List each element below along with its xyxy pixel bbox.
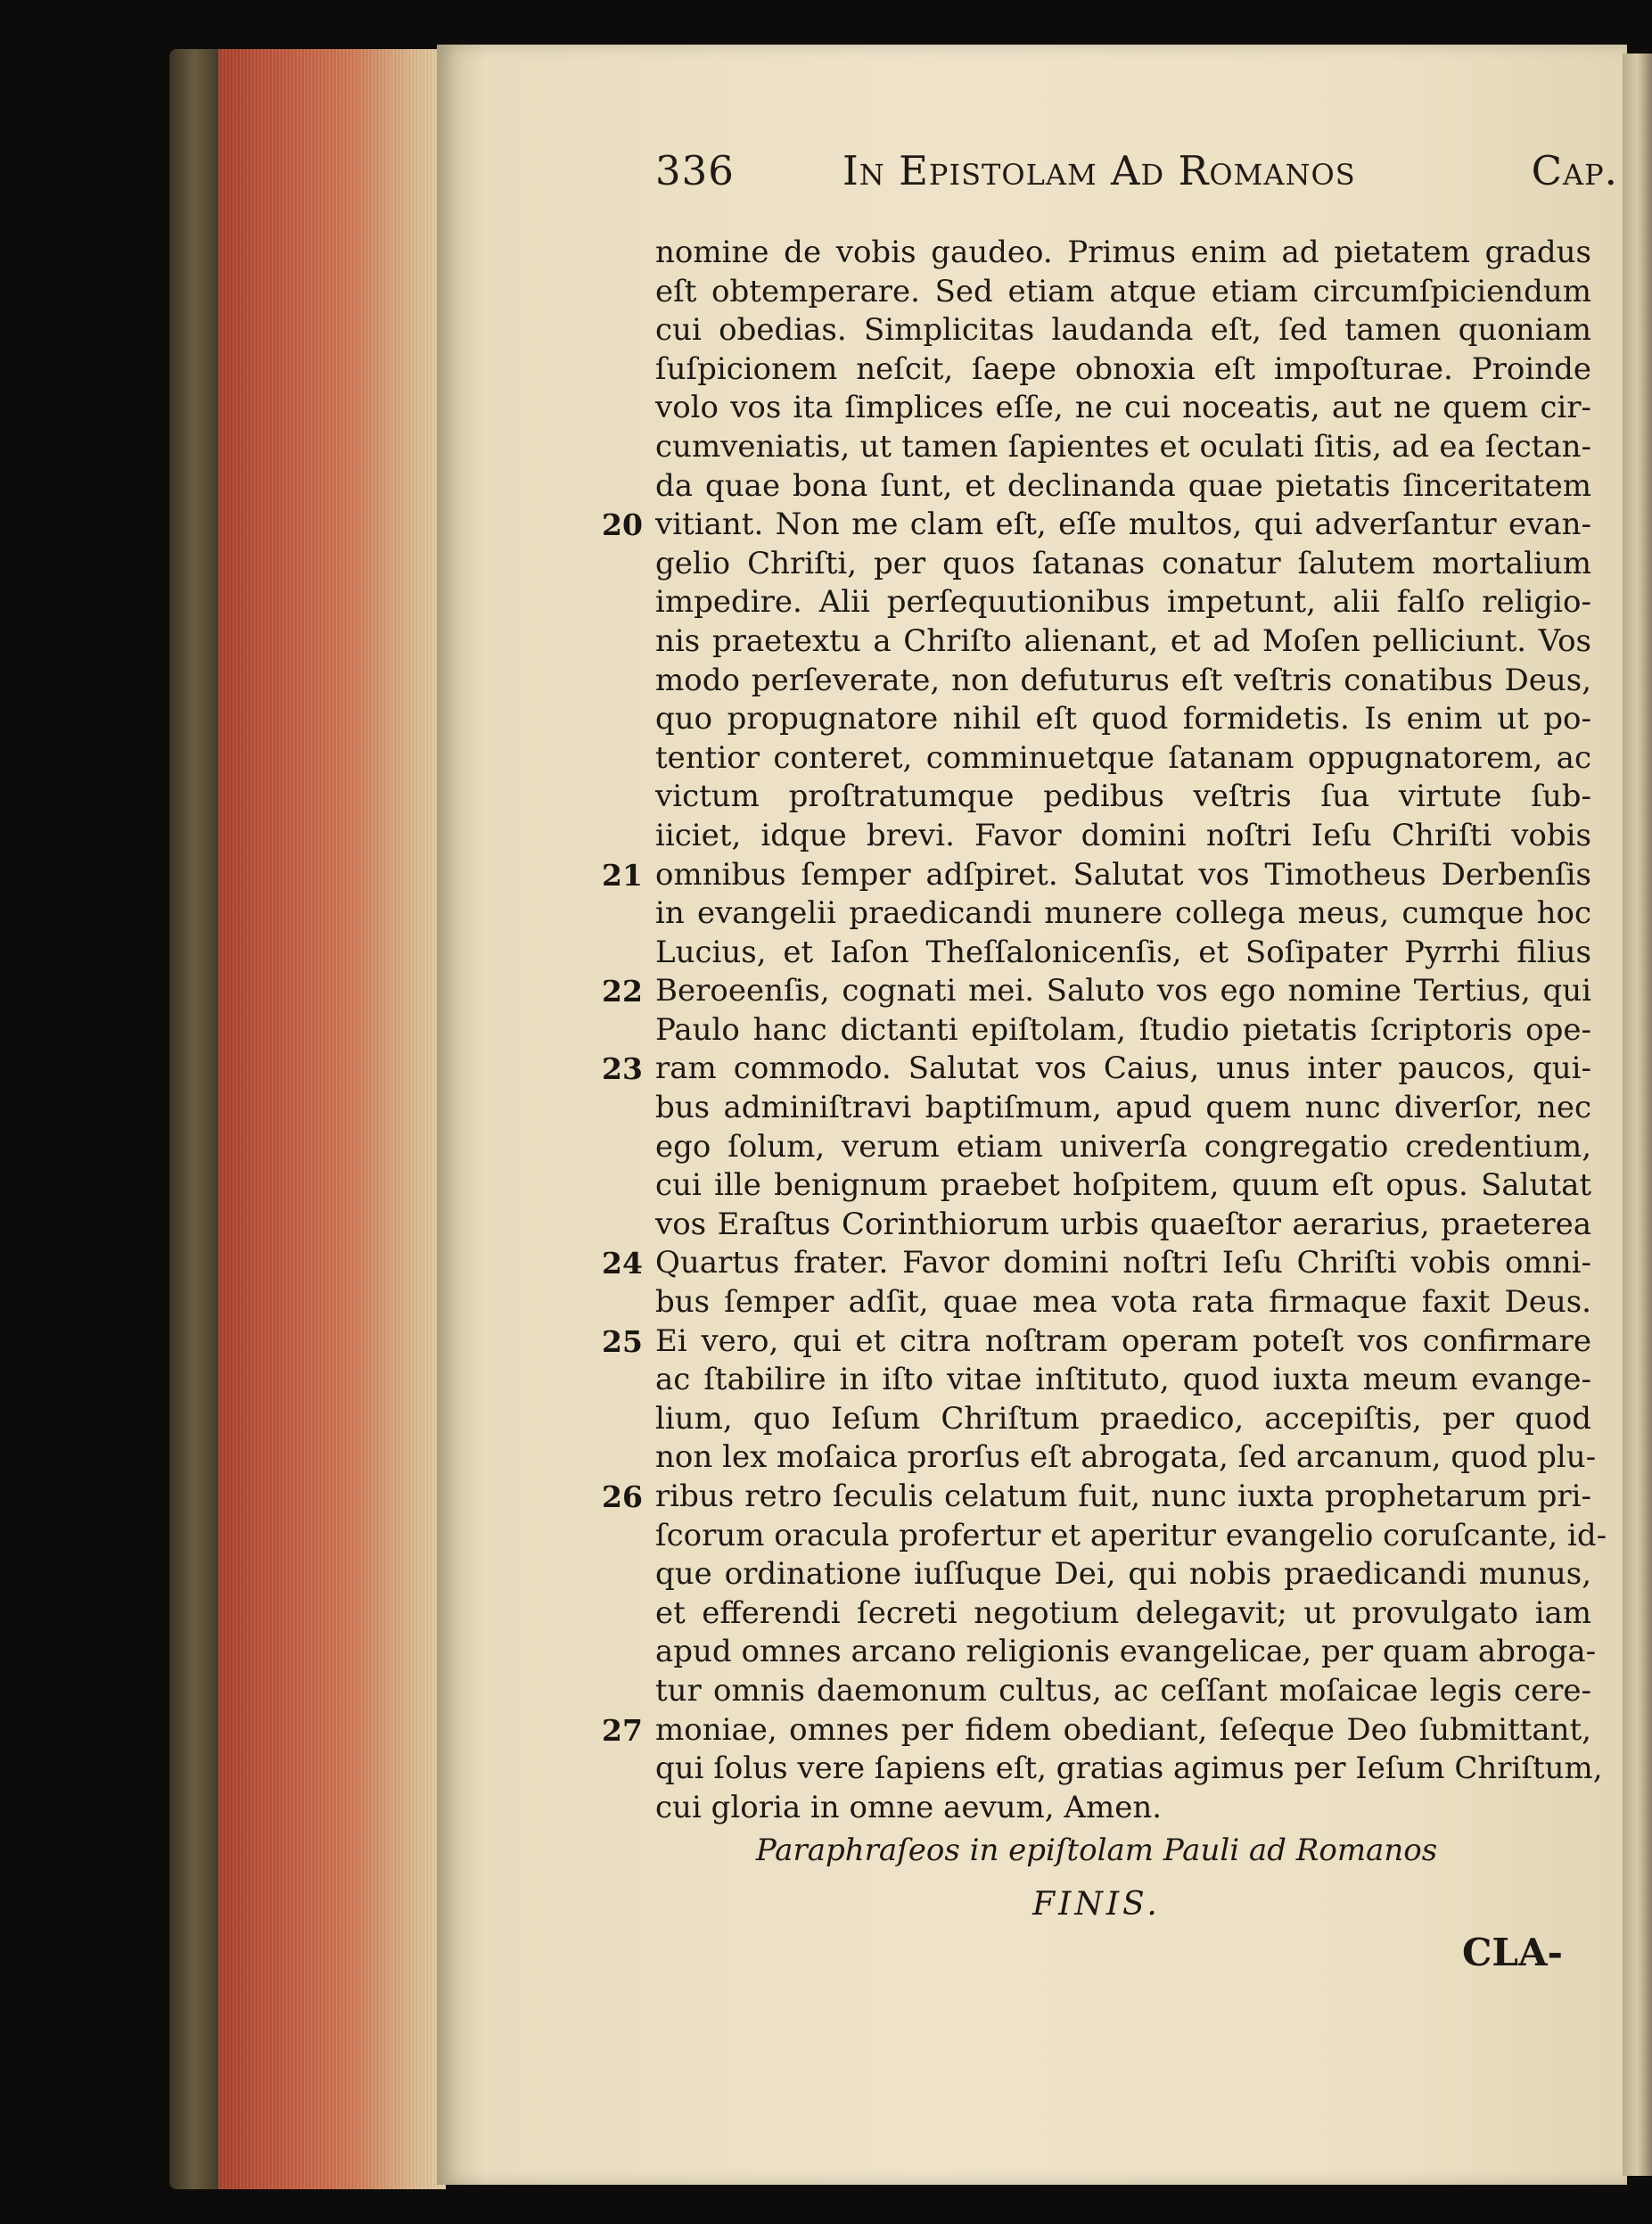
line-text: ram commodo. Salutat vos Caius, unus inter paucos, qui-: [655, 1050, 1591, 1087]
finis: FINIS.: [1032, 1886, 1161, 1923]
text-line: [602, 1672, 1591, 1711]
line-text: moniae, omnes per fidem obediant, ſeſeque Deo ſubmittant,: [655, 1711, 1591, 1748]
text-line: [602, 700, 1591, 739]
text-line: [602, 1166, 1591, 1206]
text-line: [602, 817, 1591, 856]
text-line: [602, 234, 1591, 273]
text-line: [602, 273, 1591, 312]
text-line: [602, 856, 1591, 895]
verse-number: 21: [602, 857, 643, 893]
text-line: [602, 1478, 1591, 1517]
chapter-label: Cap.: [1531, 147, 1618, 194]
text-line: [602, 1089, 1591, 1128]
line-text: que ordinatione iuſſuque Dei, qui nobis praedicandi munus,: [655, 1556, 1591, 1593]
line-text: volo vos ita ſimplices eſſe, ne cui noceatis, aut ne quem cir-: [655, 390, 1591, 426]
line-text: cui obedias. Simplicitas laudanda eſt, ſed tamen quoniam: [655, 312, 1591, 349]
running-title: In Epistolam Ad Romanos: [842, 147, 1356, 194]
page-edges: [218, 49, 446, 2189]
text-line: [602, 428, 1591, 467]
line-text: tentior conteret, comminuetque ſatanam oppugnatorem, ac: [655, 739, 1591, 776]
text-line: [602, 1050, 1591, 1089]
line-text: modo perſeverate, non defuturus eſt veſtris conatibus Deus,: [655, 662, 1591, 698]
line-text: cumveniatis, ut tamen ſapientes et oculati ſitis, ad ea ſectan-: [655, 428, 1591, 465]
text-line: [602, 389, 1591, 428]
line-text: lium, quo Ieſum Chriſtum praedico, accepiſtis, per quod: [655, 1400, 1591, 1437]
line-text: in evangelii praedicandi munere collega meus, cumque hoc: [655, 895, 1591, 932]
text-line: [602, 1438, 1597, 1478]
verse-number: 25: [602, 1323, 643, 1359]
line-text: Lucius, et Iaſon Theſſalonicenſis, et Soſipater Pyrrhi filius: [655, 934, 1591, 970]
line-text: eſt obtemperare. Sed etiam atque etiam circumſpiciendum: [655, 273, 1591, 309]
text-line: [602, 1361, 1591, 1400]
text-line: [602, 972, 1591, 1011]
line-text: nis praetextu a Chriſto alienant, et ad Moſen pelliciunt. Vos: [655, 622, 1591, 659]
text-line: [602, 583, 1591, 622]
line-text: da quae bona ſunt, et declinanda quae pietatis ſinceritatem: [655, 467, 1591, 504]
line-text: bus ſemper adſit, quae mea vota rata firmaque faxit Deus.: [655, 1284, 1591, 1321]
line-text: bus adminiſtravi baptiſmum, apud quem nunc diverſor, nec: [655, 1090, 1591, 1126]
text-line: [602, 1283, 1591, 1322]
verse-number: 23: [602, 1051, 643, 1087]
text-line: [602, 739, 1591, 778]
text-line: [602, 311, 1591, 350]
text-line: [602, 506, 1591, 545]
verse-number: 20: [602, 507, 643, 543]
line-text: ſuſpicionem neſcit, ſaepe obnoxia eſt impoſturae. Proinde: [655, 350, 1591, 387]
verse-number: 26: [602, 1479, 643, 1514]
verse-number: 27: [602, 1712, 643, 1748]
facing-page-edge: [1623, 54, 1652, 2176]
line-text: Quartus frater. Favor domini noſtri Ieſu Chriſti vobis omni-: [655, 1245, 1591, 1281]
line-text: quo propugnatore nihil eſt quod formidetis. Is enim ut po-: [655, 701, 1591, 737]
text-line: [602, 1750, 1603, 1789]
text-line: [602, 1555, 1591, 1594]
line-text: ac ſtabilire in iſto vitae inſtituto, quod iuxta meum evange-: [655, 1362, 1591, 1398]
text-line: [602, 467, 1591, 507]
line-text: cui ille benignum praebet hoſpitem, quum eſt opus. Salutat: [655, 1167, 1591, 1204]
text-line: [602, 1400, 1591, 1439]
line-text: gelio Chriſti, per quos ſatanas conatur ſalutem mortalium: [655, 545, 1591, 581]
line-text: Beroeenſis, cognati mei. Saluto vos ego nomine Tertius, qui: [655, 973, 1591, 1009]
verse-number: 24: [602, 1246, 643, 1281]
text-line: [602, 1517, 1607, 1556]
line-text: ribus retro ſeculis celatum fuit, nunc iuxta prophetarum pri-: [655, 1479, 1591, 1514]
text-line: [602, 622, 1591, 662]
text-line: [602, 662, 1591, 701]
line-text: omnibus ſemper adſpiret. Salutat vos Timotheus Derbenſis: [655, 856, 1591, 893]
line-text: ego ſolum, verum etiam univerſa congregatio credentium,: [655, 1128, 1591, 1165]
text-line: [602, 894, 1591, 934]
text-line: [602, 1128, 1591, 1167]
body-text: [602, 234, 1607, 1827]
line-text: non lex moſaica prorſus eſt abrogata, ſed arcanum, quod plu-: [655, 1439, 1597, 1476]
colophon: Paraphraſeos in epiſtolam Pauli ad Romanos: [755, 1833, 1438, 1868]
line-text: impedire. Alii perſequutionibus impetunt, alii falſo religio-: [655, 584, 1591, 621]
line-text: Paulo hanc dictanti epiſtolam, ſtudio pietatis ſcriptoris ope-: [655, 1011, 1591, 1048]
line-text: apud omnes arcano religionis evangelicae, per quam abroga-: [655, 1634, 1597, 1670]
line-text: vos Eraſtus Corinthiorum urbis quaeſtor aerarius, praeterea: [655, 1206, 1591, 1242]
line-text: cui gloria in omne aevum, Amen.: [655, 1789, 1163, 1825]
text-line: [602, 1594, 1591, 1634]
text-line: [602, 1633, 1597, 1672]
text-line: [602, 934, 1591, 973]
line-text: iiciet, idque brevi. Favor domini noſtri Ieſu Chriſti vobis: [655, 817, 1591, 853]
catchword: CLA-: [1462, 1931, 1563, 1974]
text-line: [602, 1244, 1591, 1283]
verse-number: 22: [602, 974, 643, 1009]
text-line: [602, 778, 1591, 817]
text-line: [602, 350, 1591, 390]
page-number: 336: [655, 147, 735, 194]
line-text: victum proſtratumque pedibus veſtris ſua virtute ſub-: [655, 778, 1591, 815]
running-head: [655, 147, 1618, 201]
text-line: [602, 1322, 1591, 1362]
line-text: tur omnis daemonum cultus, ac ceſſant moſaicae legis cere-: [655, 1672, 1591, 1709]
line-text: et efferendi ſecreti negotium delegavit; ut provulgato iam: [655, 1594, 1591, 1631]
line-text: qui ſolus vere ſapiens eſt, gratias agimus per Ieſum Chriſtum,: [655, 1750, 1603, 1787]
text-line: [602, 1711, 1591, 1750]
text-line: [602, 545, 1591, 584]
text-line: [602, 1011, 1591, 1050]
line-text: nomine de vobis gaudeo. Primus enim ad pietatem gradus: [655, 235, 1591, 270]
text-line: [602, 1206, 1591, 1245]
text-line: [602, 1789, 1591, 1828]
line-text: ſcorum oracula profertur et aperitur evangelio coruſcante, id-: [655, 1517, 1607, 1553]
line-text: vitiant. Non me clam eſt, eſſe multos, qui adverſantur evan-: [655, 507, 1591, 543]
line-text: Ei vero, qui et citra noſtram operam poteſt vos confirmare: [655, 1322, 1591, 1359]
